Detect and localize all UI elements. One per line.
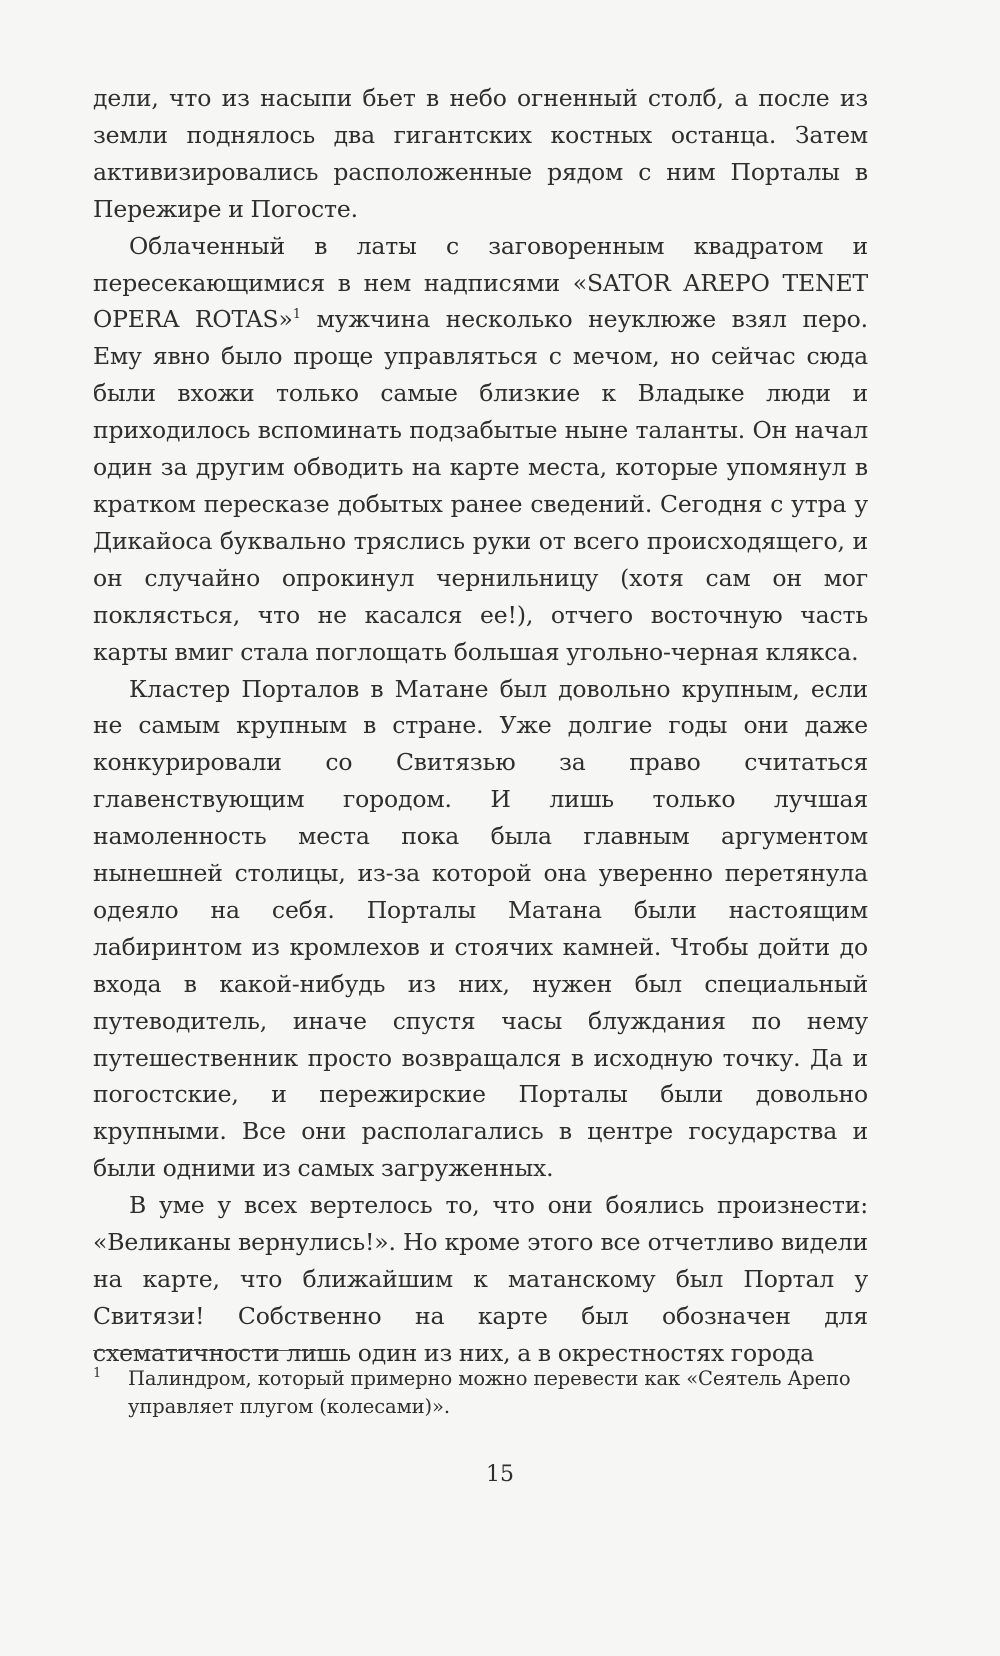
paragraph-2-text-before: Облаченный в латы с заговоренным квадратом и пересекающимися в нем надписями «SATOR AREPO TENET OPERA ROTAS» (93, 231, 868, 334)
footnote-reference[interactable]: 1 (292, 307, 301, 323)
page-number: 15 (486, 1462, 514, 1487)
paragraph-4: В уме у всех вертелось то, что они боялись произнести: «Великаны вернулись!». Но кроме этого все отчетливо видели на карте, что ближайшим к матанскому был Портал у Свитязи! Собственно на карте был обозначен для схематичности лишь один из них, а в окрестностях города (93, 1191, 868, 1367)
footnote-divider (93, 1350, 329, 1351)
paragraph-2-text-after: мужчина несколько неуклюже взял перо. Ему явно было проще управляться с мечом, но сейчас сюда были вхожи только самые близкие к Владыке люди и приходилось вспоминать подзабытые ныне таланты. Он начал один за другим обводить на карте места, которые упомянул в кратком пересказе добытых ранее сведений. Сегодня с утра у Дикайоса буквально тряслись руки от всего происходящего, и он случайно опрокинул чернильницу (хотя сам он мог поклясться, что не касался ее!), отчего восточную часть карты вмиг стала поглощать большая угольно-черная клякса. (93, 305, 868, 666)
footnote (93, 1365, 868, 1421)
page-body (93, 80, 868, 1372)
footnote-text: Палиндром, который примерно можно перевести как «Сеятель Арепо управляет плугом (колесами)». (128, 1367, 851, 1418)
footnote-number: 1 (93, 1366, 102, 1381)
paragraph-3: Кластер Порталов в Матане был довольно крупным, если не самым крупным в стране. Уже долгие годы они даже конкурировали со Свитязью за право считаться главенствующим городом. И лишь только лучшая намоленность места пока была главным аргументом нынешней столицы, из-за которой она уверенно перетянула одеяло на себя. Порталы Матана были настоящим лабиринтом из кромлехов и стоячих камней. Чтобы дойти до входа в какой-нибудь из них, нужен был специальный путеводитель, иначе спустя часы блуждания по нему путешественник просто возвращался в исходную точку. Да и погостские, и пережирские Порталы были довольно крупными. Все они располагались в центре государства и были одними из самых загруженных. (93, 674, 868, 1183)
paragraph-2 (93, 228, 868, 671)
paragraph-1: дели, что из насыпи бьет в небо огненный столб, а после из земли поднялось два гигантских костных останца. Затем активизировались расположенные рядом с ним Порталы в Пережире и Погосте. (93, 84, 868, 223)
